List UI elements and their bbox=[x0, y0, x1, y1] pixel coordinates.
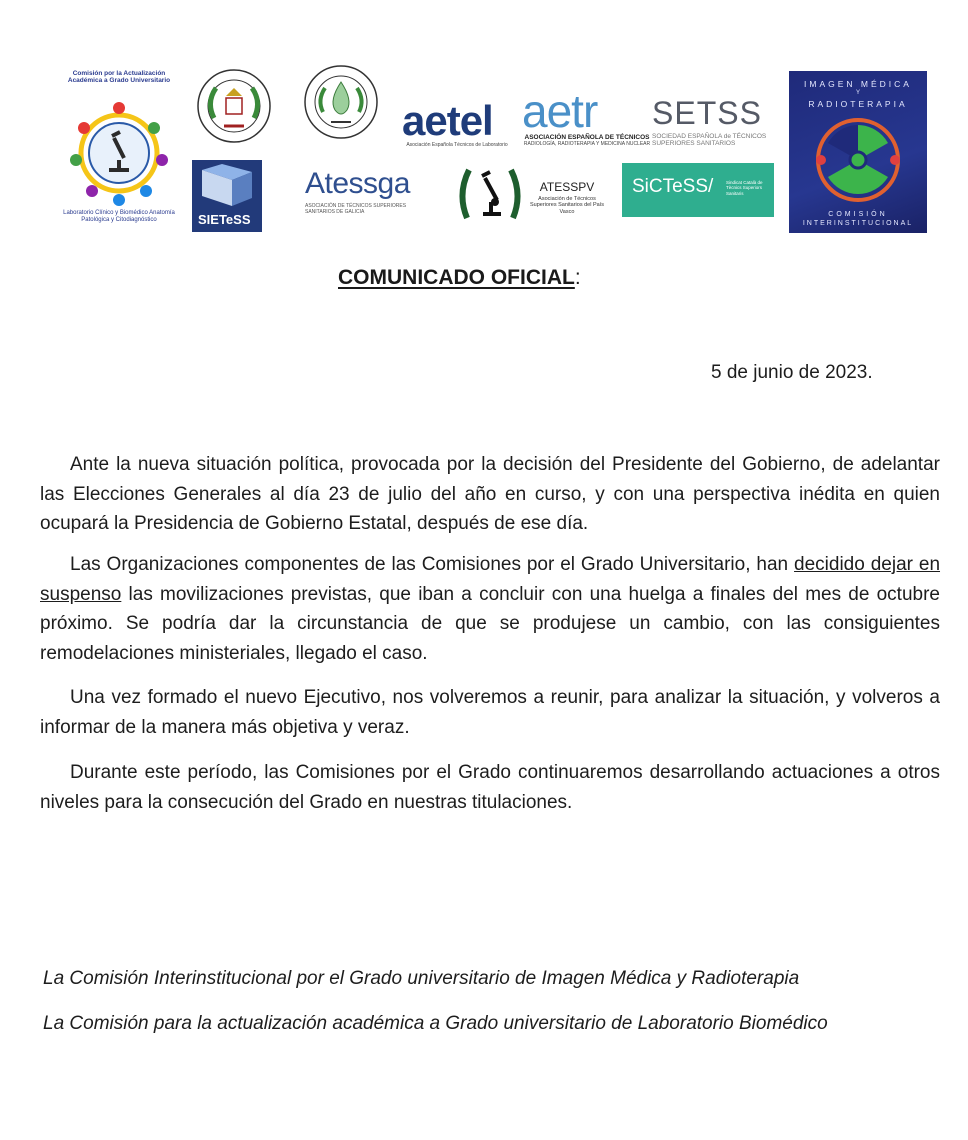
logo-setss bbox=[652, 93, 782, 153]
paragraph-4: Durante este período, las Comisiones por el Grado continuaremos desarrollando actuaciones a otros niveles para la consecución del Grado en nuestras titulaciones. bbox=[40, 762, 940, 813]
paragraph-2-end: las movilizaciones previstas, que iban a concluir con una huelga a finales del mes de octubre próximo. Se podría dar la circunstancia de que se produjese un cambio, con las consiguientes remodelaciones ministeriales, llegado el caso. bbox=[40, 583, 940, 664]
logo-lab-commission bbox=[58, 70, 180, 230]
logo-aetel bbox=[400, 85, 510, 155]
logo-imr-top1: IMAGEN MÉDICA bbox=[804, 79, 912, 89]
document-title bbox=[338, 266, 581, 290]
logo-imagen-medica bbox=[789, 71, 927, 233]
signature-laboratorio: La Comisión para la actualización académica a Grado universitario de Laboratorio Biomédico bbox=[43, 1013, 828, 1034]
logo-atessga-subtitle: ASOCIACIÓN DE TÉCNICOS SUPERIORES SANITARIOS DE GALICIA bbox=[305, 203, 407, 215]
logo-aetel-subtitle: Asociación Española Técnicos de Laboratorio bbox=[406, 142, 508, 148]
logo-sietess-word: SIETeSS bbox=[198, 212, 251, 227]
logo-aetr-subtitle2: RADIOLOGÍA, RADIOTERAPIA Y MEDICINA NUCLEAR bbox=[523, 141, 651, 147]
logo-atesspv-subtitle: Asociación de Técnicos Superiores Sanitarios del País Vasco bbox=[530, 196, 604, 215]
document-date: 5 de junio de 2023. bbox=[711, 362, 873, 383]
paragraph-1: Ante la nueva situación política, provocada por la decisión del Presidente del Gobierno, de adelantar las Elecciones Generales al día 23 de julio del año en curso, y con una perspectiva inédita en quien ocupará la Presidencia de Gobierno Estatal, después de ese día. bbox=[40, 454, 940, 534]
logo-aetr-subtitle1: ASOCIACIÓN ESPAÑOLA DE TÉCNICOS bbox=[524, 134, 650, 141]
logo-lab-top-text: Comisión por la Actualización Académica a Grado Universitario bbox=[67, 70, 171, 85]
logo-aetr bbox=[520, 78, 650, 150]
logo-setss-subtitle: SOCIEDAD ESPAÑOLA de TÉCNICOS SUPERIORES SANITARIOS bbox=[652, 133, 767, 147]
paragraph-2-underlined: decidido dejar en suspenso bbox=[40, 554, 941, 605]
logo-imr-bottom1: COMISIÓN bbox=[828, 211, 888, 218]
logo-atessga bbox=[305, 167, 430, 217]
logo-lab-bottom-text: Laboratorio Clínico y Biomédico Anatomía Patológica y Citodiagnóstico bbox=[63, 210, 175, 223]
logo-sictess bbox=[622, 163, 774, 217]
microscope-ring-icon bbox=[64, 98, 174, 208]
college-seal-icon bbox=[196, 68, 272, 144]
logo-aetr-word: aetr bbox=[522, 85, 598, 137]
signature-imagen-medica: La Comisión Interinstitucional por el Grado universitario de Imagen Médica y Radioterapia bbox=[43, 968, 800, 989]
logo-imr-top3: RADIOTERAPIA bbox=[808, 99, 908, 109]
logo-atesspv-word: ATESSPV bbox=[539, 180, 595, 194]
logo-imr-bottom2: INTERINSTITUCIONAL bbox=[802, 220, 914, 227]
logo-imr-top2: Y bbox=[855, 90, 860, 96]
cube-icon bbox=[192, 160, 262, 210]
title-text: COMUNICADO OFICIAL bbox=[338, 266, 575, 289]
logo-atessga-word: Atessga bbox=[305, 167, 410, 200]
logo-atesspv bbox=[527, 180, 607, 224]
logo-sictess-word: SiCTeSS/ bbox=[632, 176, 714, 197]
title-colon: : bbox=[574, 266, 581, 289]
microscope-emblem-icon bbox=[455, 158, 525, 230]
logo-sictess-subtitle: Sindicat Català de Tècnics Superiors Sanitaris bbox=[726, 180, 763, 196]
logo-setss-word: SETSS bbox=[652, 95, 762, 131]
drop-seal-icon bbox=[303, 64, 379, 140]
radiation-icon bbox=[811, 113, 905, 207]
paragraph-2 bbox=[40, 550, 940, 668]
logo-sietess bbox=[192, 160, 262, 232]
paragraph-3: Una vez formado el nuevo Ejecutivo, nos volveremos a reunir, para analizar la situación, y volveros a informar de la manera más objetiva y veraz. bbox=[40, 687, 940, 738]
logo-aetel-word: aetel bbox=[402, 97, 493, 144]
paragraph-2-start: Las Organizaciones componentes de las Comisiones por el Grado Universitario, han bbox=[70, 554, 795, 575]
